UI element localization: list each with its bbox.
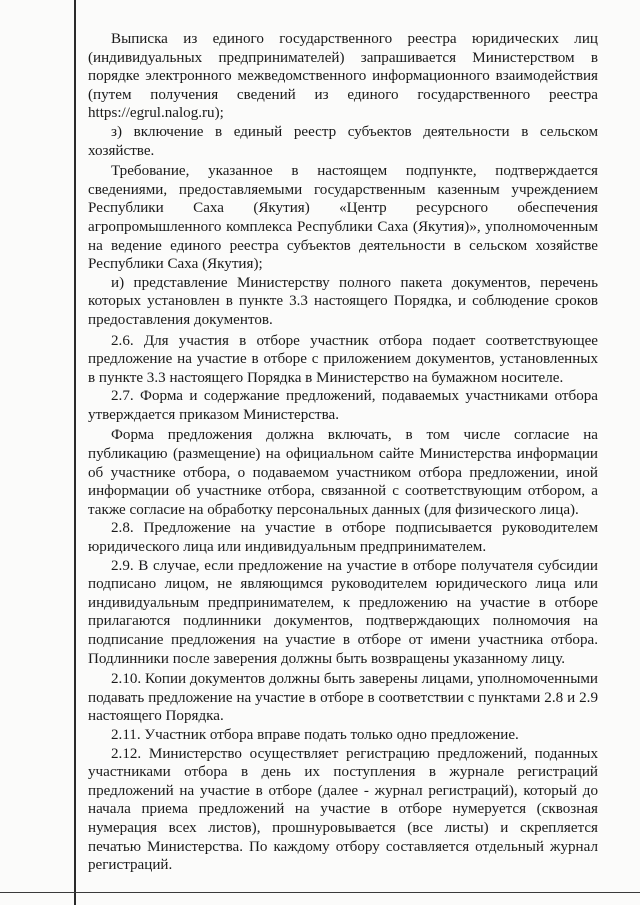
paragraph-2-10: 2.10. Копии документов должны быть заверены лицами, уполномоченными подавать предложение на участие в отборе в соответствии с пунктами 2.8 и 2.9 настоящего Порядка. (88, 671, 598, 725)
paragraph-2-9: 2.9. В случае, если предложение на участие в отборе получателя субсидии подписано лицом, не являющимся руководителем юридического лица или индивидуальным предпринимателем, к предложению на участие в отборе прилагаются подлинники документов, подтверждающих полномочия на подписание предложения на участие в отборе от имени участника отбора. Подлинники после заверения должны быть возвращены указанному лицу. (88, 557, 598, 667)
paragraph-2-6: 2.6. Для участия в отборе участник отбора подает соответствующее предложение на участие в отборе с приложением документов, установленных в пункте 3.3 настоящего Порядка в Министерство на бумажном носителе. (88, 332, 598, 386)
paragraph-egrul-extract: Выписка из единого государственного реестра юридических лиц (индивидуальных предпринимателей) запрашивается Министерством в порядке электронного межведомственного информационного взаимодействия (путем получения сведений из единого государственного реестра https://egrul.nalog.ru); (88, 31, 598, 122)
paragraph-2-12: 2.12. Министерство осуществляет регистрацию предложений, поданных участниками отбора в день их поступления в журнале регистраций предложений на участие в отборе (далее - журнал регистраций), который до начала приема предложений на участие в отборе нумеруется (сквозная нумерация всех листов), прошнуровывается (все листы) и скрепляется печатью Министерства. По каждому отбору составляется отдельный журнал регистраций. (88, 745, 598, 874)
paragraph-item-z: з) включение в единый реестр субъектов деятельности в сельском хозяйстве. (88, 123, 598, 159)
paragraph-2-11: 2.11. Участник отбора вправе подать только одно предложение. (111, 726, 519, 743)
paragraph-2-7: 2.7. Форма и содержание предложений, подаваемых участниками отбора утверждается приказом Министерства. (88, 388, 598, 423)
paragraph-requirement-confirmation: Требование, указанное в настоящем подпункте, подтверждается сведениями, предоставляемыми государственным казенным учреждением Республики Саха (Якутия) «Центр ресурсного обеспечения агропромышленного комплекса Республики Саха (Якутия)», уполномоченным на ведение единого реестра субъектов деятельности в сельском хозяйстве Республики Саха (Якутия); (88, 163, 598, 273)
document-page (88, 30, 598, 875)
binding-margin-line (74, 0, 76, 905)
paragraph-2-8: 2.8. Предложение на участие в отборе подписывается руководителем юридического лица или индивидуальным предпринимателем. (88, 520, 598, 556)
page-bottom-line (0, 892, 640, 893)
paragraph-proposal-form: Форма предложения должна включать, в том числе согласие на публикацию (размещение) на официальном сайте Министерства информации об участнике отбора, о подаваемом участником отбора предложении, иной информации об участнике отбора, связанной с соответствующим отбором, а также согласие на обработку персональных данных (для физического лица). (88, 427, 598, 518)
paragraph-item-i: и) представление Министерству полного пакета документов, перечень которых установлен в пункте 3.3 настоящего Порядка, и соблюдение сроков предоставления документов. (88, 274, 598, 328)
